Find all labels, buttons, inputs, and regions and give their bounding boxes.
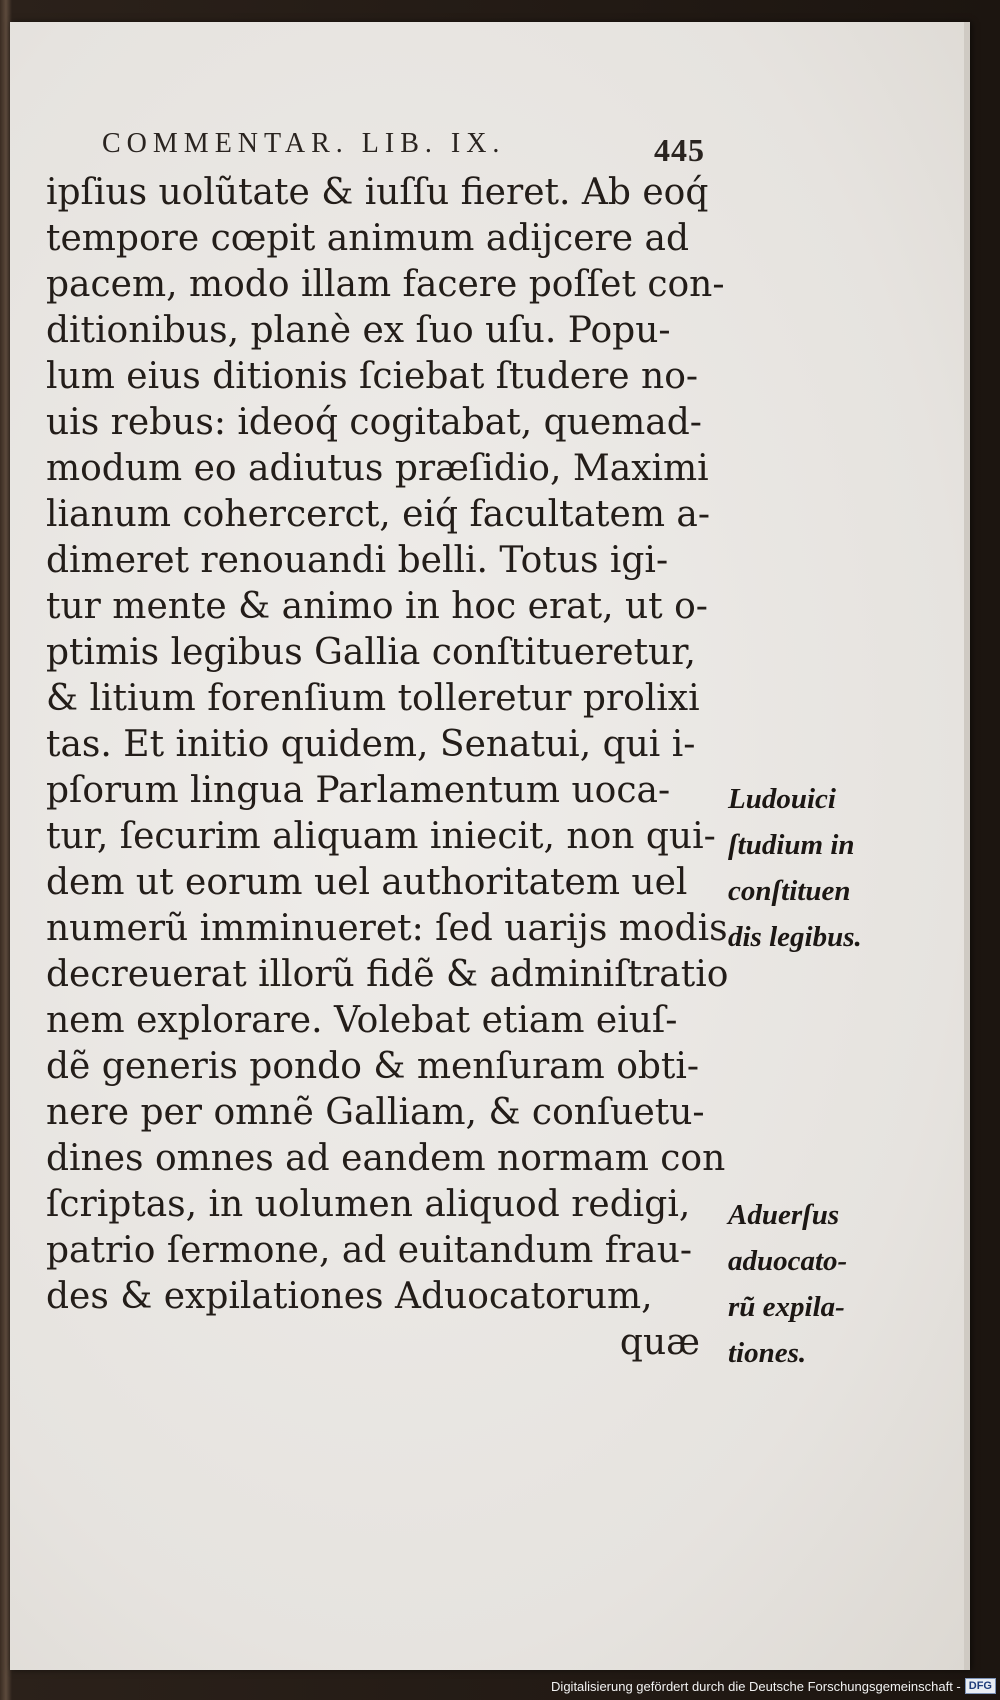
running-head: [102, 128, 722, 168]
text-line: dem ut eorum uel authoritatem uel: [46, 862, 688, 903]
text-line: tempore cœpit animum adijcere ad: [46, 218, 689, 259]
book-page: [10, 22, 970, 1670]
text-line: patrio ſermone, ad euitandum frau-: [46, 1230, 693, 1271]
digitization-credit: [551, 1676, 996, 1696]
page-edge: [964, 22, 970, 1670]
text-line: uis rebus: ideoq́ cogitabat, quemad-: [46, 402, 702, 443]
text-line: numerũ imminueret: ſed uarijs modis: [46, 908, 728, 949]
marginal-note: [728, 776, 948, 960]
marginal-note-line: Ludouici: [728, 783, 836, 815]
text-line: ſcriptas, in uolumen aliquod redigi,: [46, 1184, 691, 1225]
text-line: tur mente & animo in hoc erat, ut o-: [46, 586, 708, 627]
text-line: dẽ generis pondo & menſuram obti-: [46, 1046, 700, 1087]
text-line: tas. Et initio quidem, Senatui, qui i-: [46, 724, 696, 765]
marginal-note: [728, 1192, 948, 1376]
text-line: modum eo adiutus præſidio, Maximi: [46, 448, 709, 489]
text-line: nere per omnẽ Galliam, & conſuetu-: [46, 1092, 705, 1133]
text-line: des & expilationes Aduocatorum,: [46, 1276, 653, 1317]
marginal-note-line: rũ expila-: [728, 1291, 845, 1323]
text-line: ditionibus, planè ex ſuo uſu. Popu-: [46, 310, 671, 351]
text-line: dimeret renouandi belli. Totus igi-: [46, 540, 669, 581]
dfg-logo: DFG: [965, 1678, 996, 1694]
credit-text: Digitalisierung gefördert durch die Deutsche Forschungsgemeinschaft -: [551, 1678, 961, 1694]
text-line: nem explorare. Volebat etiam eiuſ-: [46, 1000, 678, 1041]
main-text-block: [46, 170, 729, 1366]
marginal-note-line: Aduerſus: [728, 1199, 840, 1231]
text-line: decreuerat illorũ fidẽ & adminiſtratio: [46, 954, 729, 995]
marginal-note-line: dis legibus.: [728, 921, 862, 953]
text-line: & litium forenſium tolleretur prolixi: [46, 678, 700, 719]
page-number: 445: [654, 132, 705, 168]
text-line: tur, ſecurim aliquam iniecit, non qui-: [46, 816, 716, 857]
text-line: ptimis legibus Gallia conſtitueretur,: [46, 632, 696, 673]
catchword: quæ: [619, 1322, 700, 1363]
marginal-note-line: tiones.: [728, 1337, 807, 1369]
text-line: lianum cohercerct, eiq́ facultatem a-: [46, 494, 711, 535]
text-line: pacem, modo illam facere poſſet con-: [46, 264, 725, 305]
text-line: lum eius ditionis ſciebat ſtudere no-: [46, 356, 699, 397]
marginal-note-line: ſtudium in: [728, 829, 855, 861]
text-line: ipſius uolũtate & iuſſu fieret. Ab eoq́: [46, 172, 709, 213]
text-line: pſorum lingua Parlamentum uoca-: [46, 770, 671, 811]
text-line: dines omnes ad eandem normam con: [46, 1138, 726, 1179]
marginal-note-line: conſtituen: [728, 875, 851, 907]
running-title: COMMENTAR. LIB. IX.: [102, 128, 506, 159]
marginal-note-line: aduocato-: [728, 1245, 848, 1277]
